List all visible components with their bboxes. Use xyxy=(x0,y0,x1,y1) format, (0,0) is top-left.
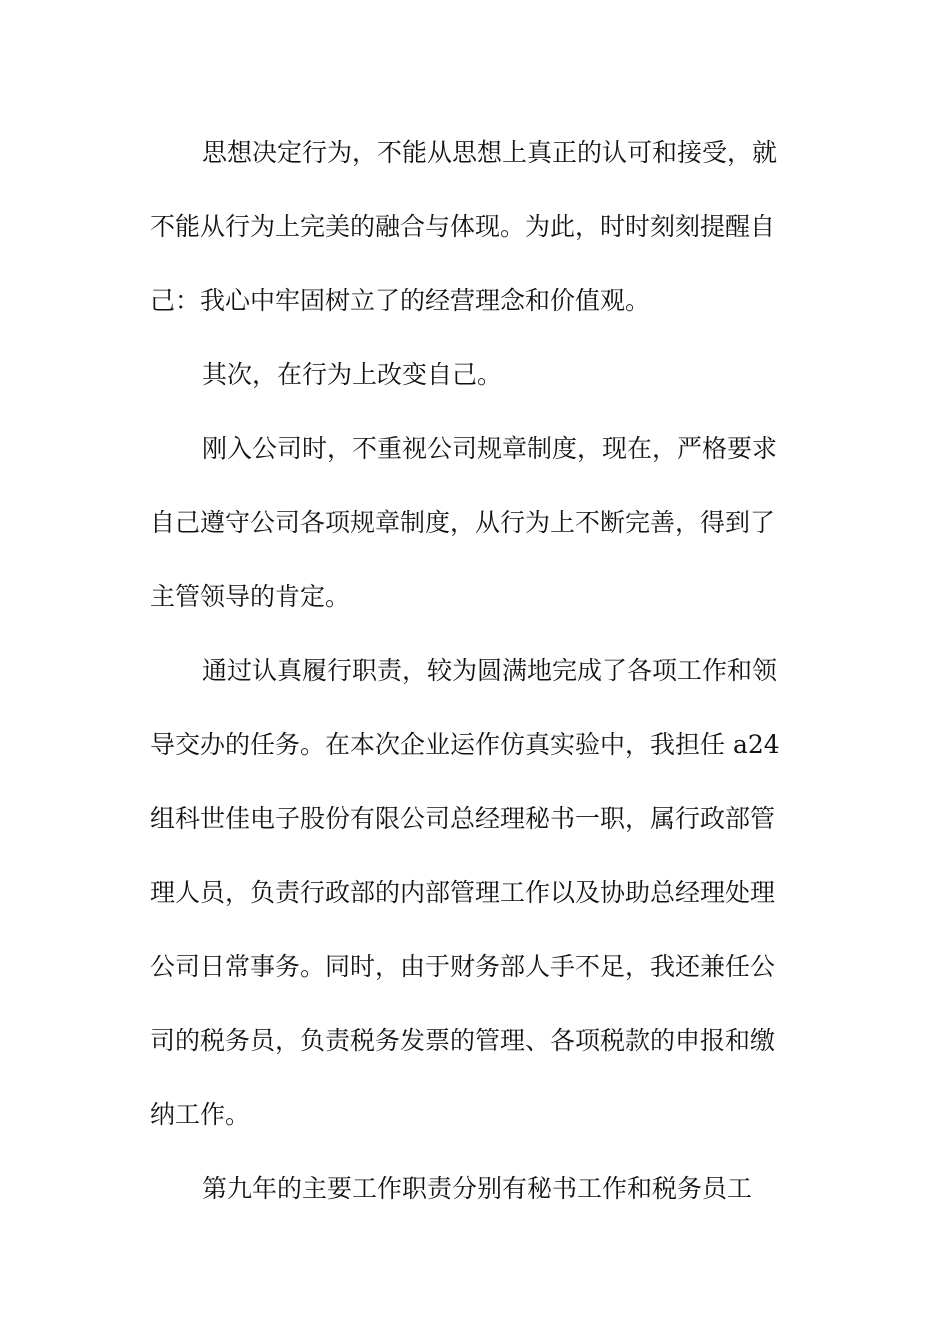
paragraph-line: 组科世佳电子股份有限公司总经理秘书一职，属行政部管 xyxy=(150,804,776,833)
paragraph-line: 公司日常事务。同时，由于财务部人手不足，我还兼任公 xyxy=(150,952,776,981)
paragraph-line: 刚入公司时，不重视公司规章制度，现在，严格要求 xyxy=(202,434,778,463)
paragraph-line: 导交办的任务。在本次企业运作仿真实验中，我担任 a24 xyxy=(150,730,780,759)
paragraph-line: 自己遵守公司各项规章制度，从行为上不断完善，得到了 xyxy=(150,508,776,537)
paragraph-line: 通过认真履行职责，较为圆满地完成了各项工作和领 xyxy=(202,656,778,685)
paragraph-line: 理人员，负责行政部的内部管理工作以及协助总经理处理 xyxy=(150,878,776,907)
paragraph-line: 第九年的主要工作职责分别有秘书工作和税务员工 xyxy=(202,1174,753,1203)
paragraph-line: 其次，在行为上改变自己。 xyxy=(202,360,503,389)
paragraph-line: 主管领导的肯定。 xyxy=(150,582,351,611)
paragraph-line: 纳工作。 xyxy=(150,1100,251,1129)
paragraph-line: 司的税务员，负责税务发票的管理、各项税款的申报和缴 xyxy=(150,1026,776,1055)
paragraph-line: 不能从行为上完美的融合与体现。为此，时时刻刻提醒自 xyxy=(150,212,776,241)
paragraph-line: 己：我心中牢固树立了的经营理念和价值观。 xyxy=(150,286,651,315)
paragraph-line: 思想决定行为，不能从思想上真正的认可和接受，就 xyxy=(202,138,778,167)
